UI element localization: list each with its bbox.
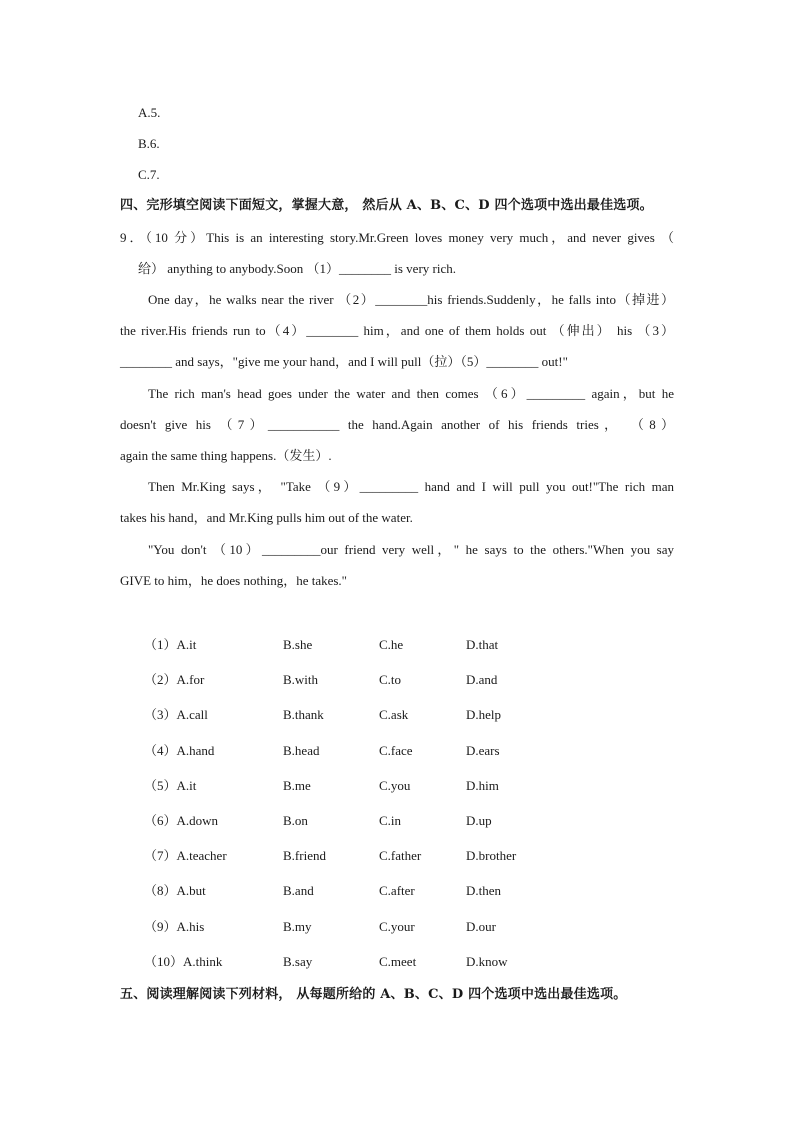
option-b: B.my (283, 919, 312, 934)
option-a: （3）A.call (144, 707, 208, 722)
option-a: （6）A.down (144, 813, 219, 828)
option-b: B.say (283, 954, 313, 969)
option-b: B.she (283, 637, 313, 652)
prev-option-a: A.5. (138, 105, 161, 120)
passage-line-2: 给） anything to anybody.Soon （1）________ is very rich. (138, 261, 456, 276)
option-c: C.ask (379, 707, 409, 722)
prev-option-c: C.7. (138, 167, 160, 182)
option-d: D.our (466, 919, 496, 934)
passage-line-7: doesn't give his （7）___________ the hand.Again another of his friends tries， （8） (120, 417, 674, 432)
passage-line-10: takes his hand，and Mr.King pulls him out of the water. (120, 510, 413, 525)
option-d: D.brother (466, 848, 517, 863)
section-5-heading: 五、阅读理解阅读下列材料， 从每题所给的 A、B、C、D 四个选项中选出最佳选项。 (120, 987, 627, 1002)
option-d: D.help (466, 707, 502, 722)
option-a: （1）A.it (144, 637, 197, 652)
option-a: （9）A.his (144, 919, 205, 934)
option-a: （4）A.hand (144, 743, 215, 758)
passage-line-5: ________ and says，"give me your hand，and I will pull（拉）（5）________ out!" (120, 354, 568, 369)
option-d: D.up (466, 813, 492, 828)
passage-line-1: 9．（10 分）This is an interesting story.Mr.Green loves money very much，and never gives （ (120, 230, 674, 245)
option-b: B.and (283, 883, 314, 898)
option-c: C.after (379, 883, 415, 898)
option-a: （10）A.think (144, 954, 223, 969)
option-d: D.him (466, 778, 499, 793)
passage-line-6: The rich man's head goes under the water and then comes （6）_________ again，but he (148, 386, 674, 401)
option-a: （8）A.but (144, 883, 206, 898)
passage-line-12: GIVE to him，he does nothing，he takes." (120, 573, 347, 588)
option-d: D.then (466, 883, 502, 898)
passage-line-11: "You don't （10）_________our friend very well，" he says to the others."When you say (148, 542, 674, 557)
option-b: B.thank (283, 707, 324, 722)
option-b: B.head (283, 743, 320, 758)
option-d: D.ears (466, 743, 500, 758)
option-c: C.face (379, 743, 413, 758)
option-b: B.on (283, 813, 308, 828)
passage-line-9: Then Mr.King says， "Take （9）_________ hand and I will pull you out!"The rich man (148, 479, 674, 494)
option-b: B.me (283, 778, 311, 793)
passage-line-8: again the same thing happens.（发生）. (120, 448, 332, 463)
option-c: C.in (379, 813, 402, 828)
prev-option-b: B.6. (138, 136, 160, 151)
option-c: C.to (379, 672, 402, 687)
option-a: （5）A.it (144, 778, 197, 793)
option-c: C.father (379, 848, 422, 863)
option-d: D.that (466, 637, 499, 652)
passage-line-4: the river.His friends run to（4）________ him，and one of them holds out （伸出） his （3） (120, 323, 674, 338)
option-d: D.know (466, 954, 508, 969)
option-a: （7）A.teacher (144, 848, 227, 863)
option-b: B.with (283, 672, 319, 687)
option-b: B.friend (283, 848, 326, 863)
option-d: D.and (466, 672, 498, 687)
option-c: C.he (379, 637, 404, 652)
option-a: （2）A.for (144, 672, 205, 687)
option-c: C.your (379, 919, 415, 934)
option-c: C.meet (379, 954, 417, 969)
option-c: C.you (379, 778, 411, 793)
passage-line-3: One day，he walks near the river （2）________his friends.Suddenly，he falls into（掉进） (148, 292, 674, 307)
section-4-heading: 四、完形填空阅读下面短文，掌握大意， 然后从 A、B、C、D 四个选项中选出最佳选项。 (120, 198, 653, 213)
